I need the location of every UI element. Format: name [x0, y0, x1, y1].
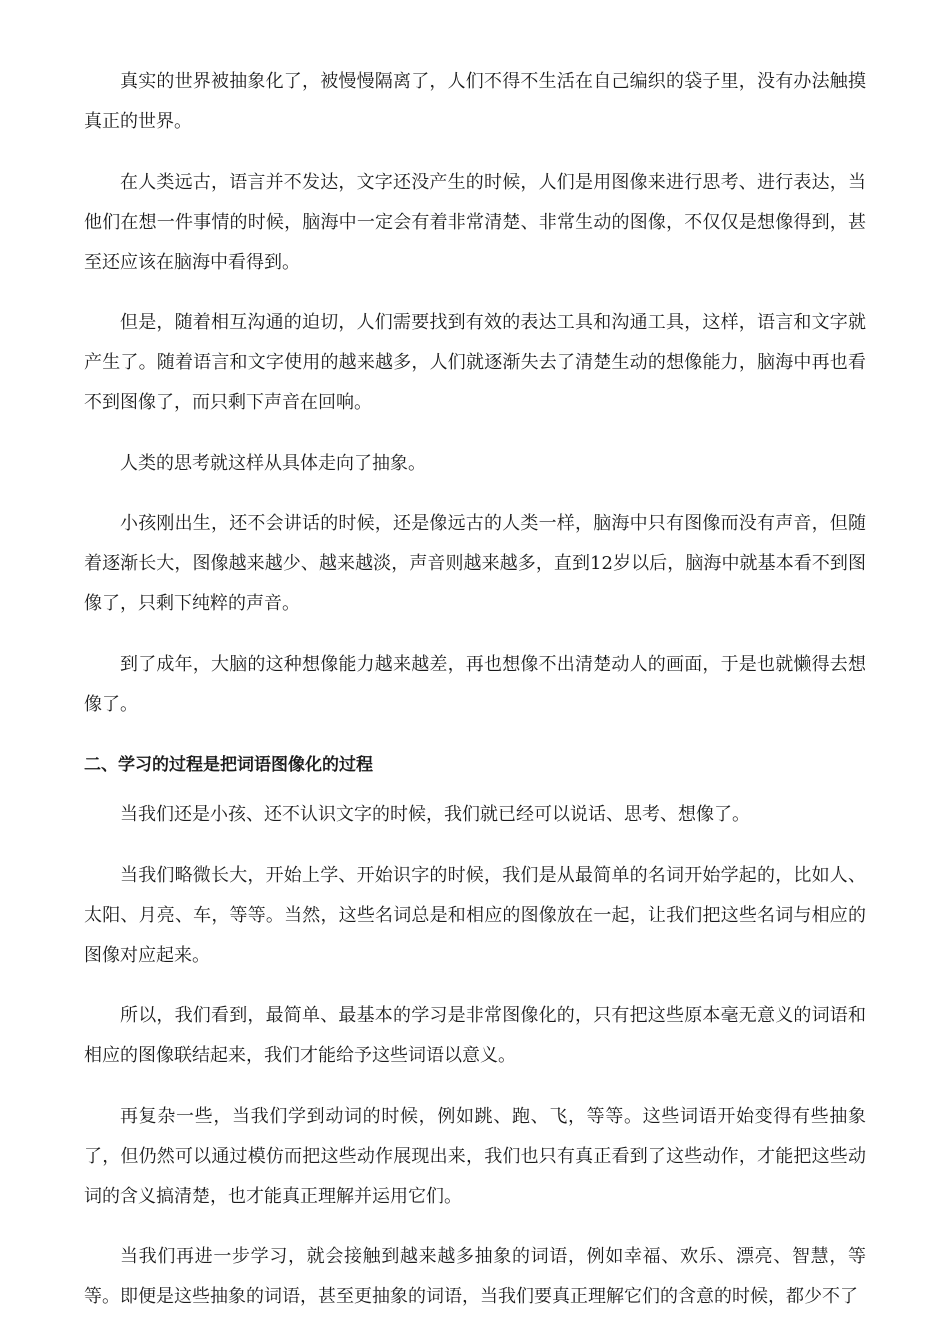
section-heading: 二、学习的过程是把词语图像化的过程	[84, 755, 373, 775]
paragraph-3: 但是，随着相互沟通的迫切，人们需要找到有效的表达工具和沟通工具，这样，语言和文字就产生了。随着语言和文字使用的越来越多，人们就逐渐失去了清楚生动的想像能力，脑海中再也看不到图像了，而只剩下声音在回响。	[84, 312, 866, 413]
paragraph-6: 到了成年，大脑的这种想像能力越来越差，再也想像不出清楚动人的画面，于是也就懒得去想像了。	[84, 653, 866, 715]
paragraph-7: 当我们还是小孩、还不认识文字的时候，我们就已经可以说话、思考、想像了。	[120, 804, 750, 825]
paragraph-2: 在人类远古，语言并不发达，文字还没产生的时候，人们是用图像来进行思考、进行表达，当他们在想一件事情的时候，脑海中一定会有着非常清楚、非常生动的图像，不仅仅是想像得到，甚至还应该在脑海中看得到。	[84, 171, 866, 273]
paragraph-11: 当我们再进一步学习，就会接触到越来越多抽象的词语，例如幸福、欢乐、漂亮、智慧，等等。即便是这些抽象的词语，甚至更抽象的词语，当我们要真正理解它们的含意的时候，都少不了	[84, 1246, 866, 1307]
document-page	[84, 62, 866, 1338]
paragraph-1: 真实的世界被抽象化了，被慢慢隔离了，人们不得不生活在自己编织的袋子里，没有办法触摸真正的世界。	[84, 71, 866, 132]
paragraph-10: 再复杂一些，当我们学到动词的时候，例如跳、跑、飞，等等。这些词语开始变得有些抽象了，但仍然可以通过模仿而把这些动作展现出来，我们也只有真正看到了这些动作，才能把这些动词的含义搞清楚，也才能真正理解并运用它们。	[84, 1105, 866, 1207]
paragraph-5: 小孩刚出生，还不会讲话的时候，还是像远古的人类一样，脑海中只有图像而没有声音，但随着逐渐长大，图像越来越少、越来越淡，声音则越来越多，直到12岁以后，脑海中就基本看不到图像了，只剩下纯粹的声音。	[84, 513, 866, 614]
paragraph-9: 所以，我们看到，最简单、最基本的学习是非常图像化的，只有把这些原本毫无意义的词语和相应的图像联结起来，我们才能给予这些词语以意义。	[84, 1005, 866, 1066]
paragraph-4: 人类的思考就这样从具体走向了抽象。	[120, 452, 426, 474]
paragraph-8: 当我们略微长大，开始上学、开始识字的时候，我们是从最简单的名词开始学起的，比如人、太阳、月亮、车，等等。当然，这些名词总是和相应的图像放在一起，让我们把这些名词与相应的图像对应起来。	[84, 864, 866, 966]
